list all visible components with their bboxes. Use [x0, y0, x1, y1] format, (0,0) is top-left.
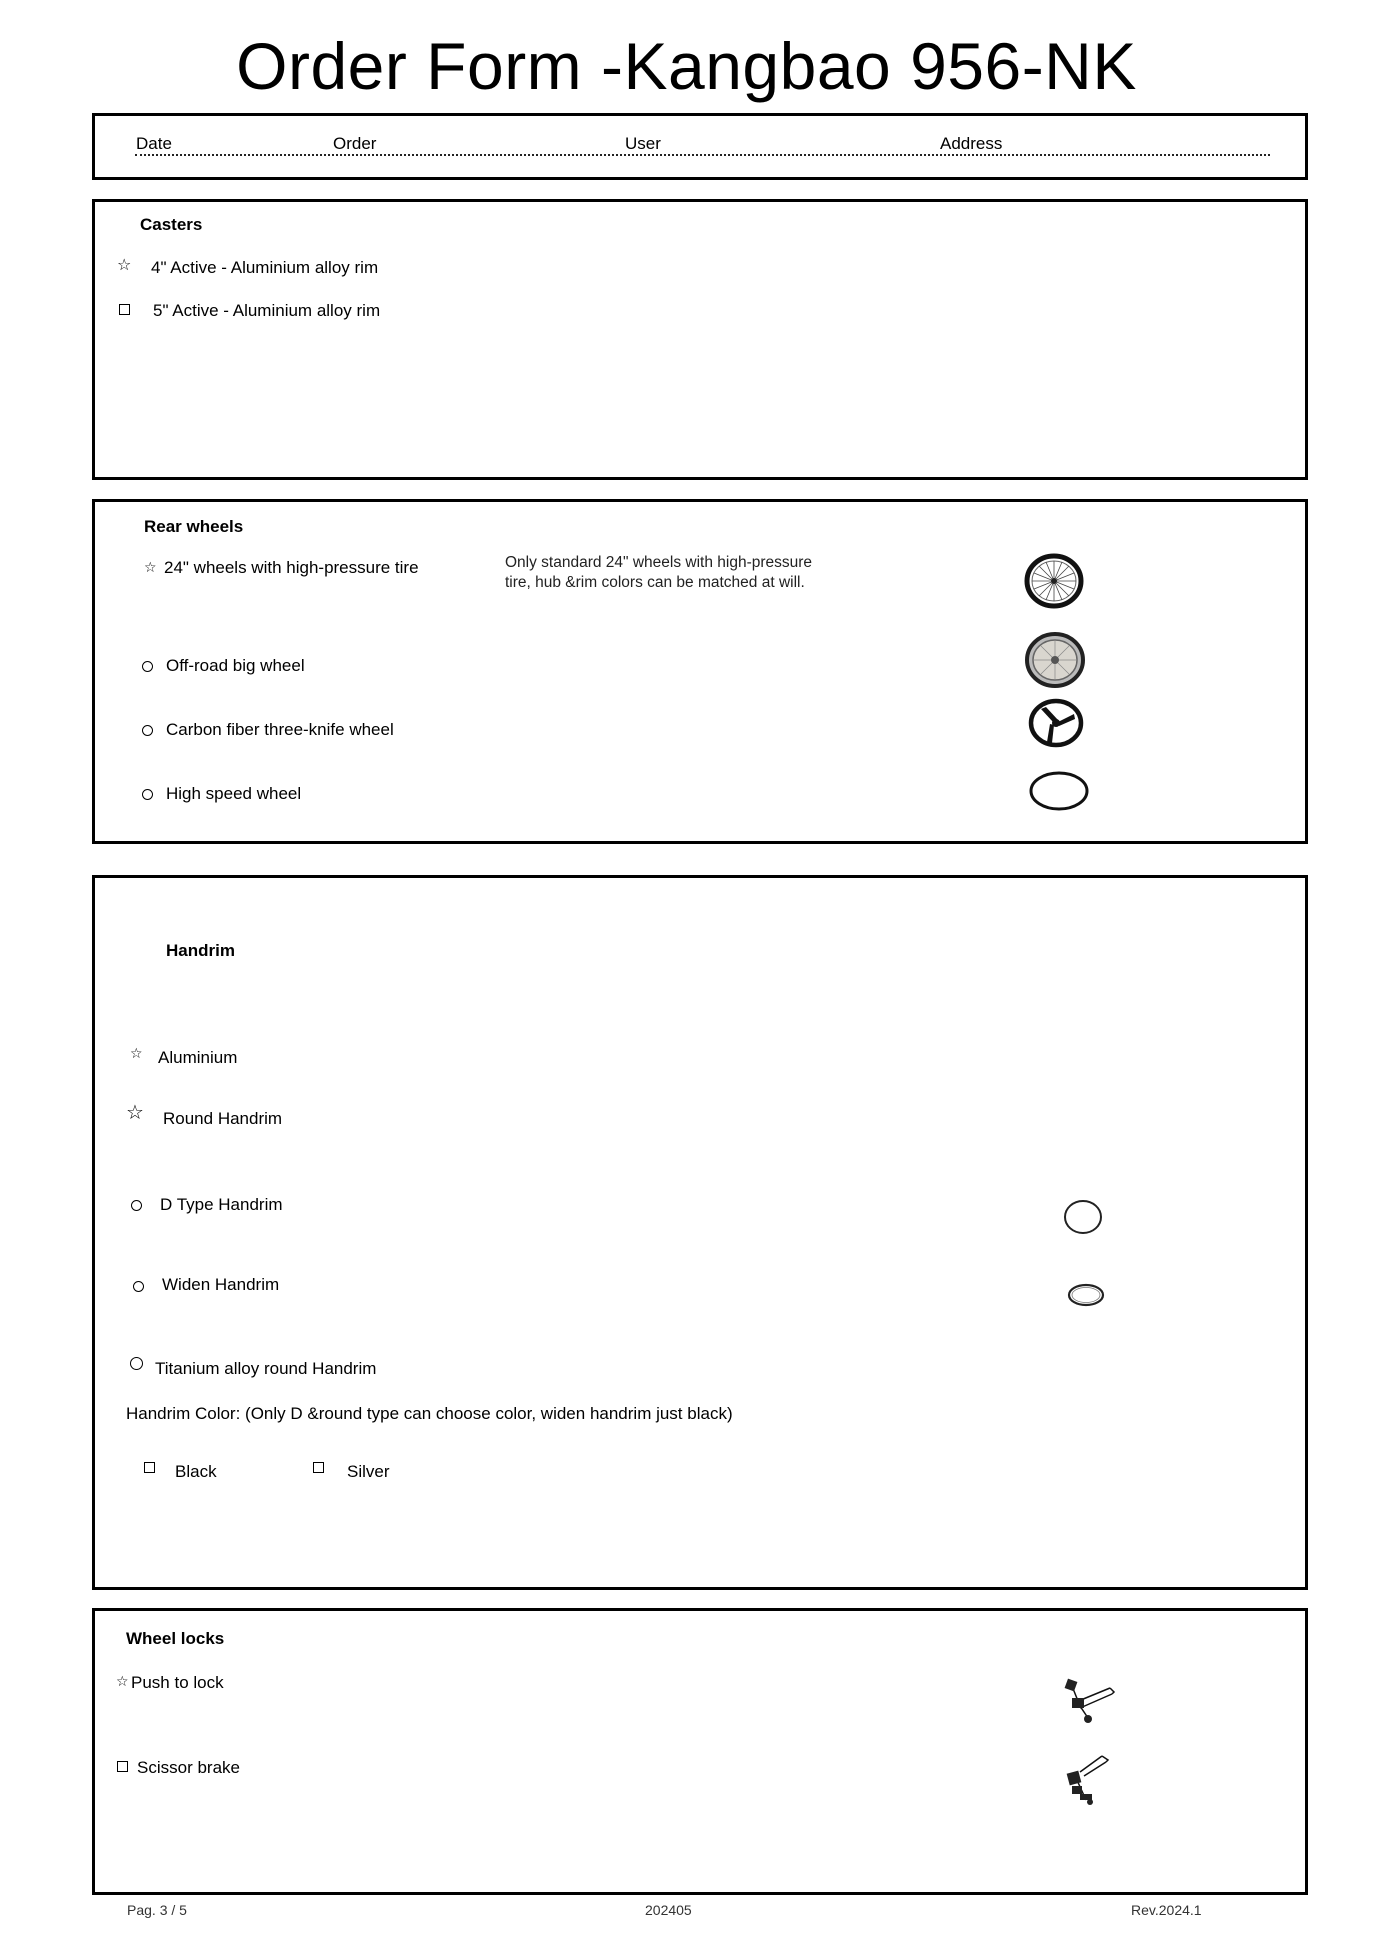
rear-wheels-note: [505, 553, 812, 593]
ring-wheel-icon: [1028, 770, 1090, 812]
square-checkbox[interactable]: [313, 1461, 324, 1477]
star-checkbox[interactable]: ☆: [126, 1102, 144, 1124]
star-checkbox[interactable]: ☆: [130, 1045, 143, 1061]
handrim-option-aluminium: Aluminium: [158, 1048, 238, 1067]
circle-checkbox[interactable]: [142, 788, 153, 804]
rear-option-carbon: Carbon fiber three-knife wheel: [166, 720, 394, 739]
document-code: 202405: [645, 1902, 692, 1918]
circle-checkbox[interactable]: [131, 1199, 142, 1215]
note-line-1: Only standard 24" wheels with high-pressure: [505, 554, 813, 571]
scissor-brake-icon: [1062, 1750, 1112, 1806]
three-spoke-wheel-icon: [1028, 698, 1084, 748]
offroad-wheel-icon: [1024, 631, 1086, 689]
circle-checkbox[interactable]: [142, 660, 153, 676]
push-lock-icon: [1058, 1672, 1116, 1728]
handrim-color-silver: Silver: [347, 1462, 390, 1481]
revision: Rev.2024.1: [1131, 1902, 1202, 1918]
rear-wheels-title: Rear wheels: [144, 517, 244, 536]
wheel-locks-title: Wheel locks: [126, 1629, 225, 1648]
handrim-title: Handrim: [166, 941, 235, 960]
square-checkbox[interactable]: [119, 303, 130, 319]
spoked-wheel-icon: [1024, 553, 1084, 609]
header-fill-line[interactable]: [135, 154, 1270, 156]
order-label: Order: [333, 134, 377, 153]
star-checkbox[interactable]: ☆: [116, 1673, 129, 1689]
wheel-locks-section: [92, 1608, 1308, 1895]
handrim-color-label: Handrim Color: (Only D &round type can choose color, widen handrim just black): [126, 1404, 733, 1423]
circle-checkbox[interactable]: [133, 1280, 144, 1296]
user-label: User: [625, 134, 661, 153]
caster-option-4in: 4" Active - Aluminium alloy rim: [151, 258, 379, 277]
note-line-2: tire, hub &rim colors can be matched at will.: [505, 574, 805, 591]
circle-checkbox[interactable]: [130, 1357, 143, 1374]
star-checkbox[interactable]: ☆: [144, 559, 157, 575]
address-label: Address: [940, 134, 1003, 153]
page-title: Order Form -Kangbao 956-NK: [236, 29, 1137, 103]
handrim-section: [92, 875, 1308, 1590]
widen-handrim-icon: [1066, 1283, 1106, 1307]
handrim-color-black: Black: [175, 1462, 217, 1481]
handrim-option-widen: Widen Handrim: [162, 1275, 280, 1294]
rear-option-highspeed: High speed wheel: [166, 784, 302, 803]
d-type-handrim-icon: [1062, 1198, 1104, 1236]
handrim-option-dtype: D Type Handrim: [160, 1195, 283, 1214]
date-label: Date: [136, 134, 172, 153]
lock-option-scissor: Scissor brake: [137, 1758, 240, 1777]
header-box: [92, 113, 1308, 180]
circle-checkbox[interactable]: [142, 724, 153, 740]
square-checkbox[interactable]: [117, 1760, 128, 1776]
handrim-option-round: Round Handrim: [163, 1109, 283, 1128]
rear-option-24in: 24" wheels with high-pressure tire: [164, 558, 419, 577]
casters-section: [92, 199, 1308, 480]
star-checkbox[interactable]: ☆: [117, 257, 132, 274]
rear-option-offroad: Off-road big wheel: [166, 656, 305, 675]
square-checkbox[interactable]: [144, 1461, 155, 1477]
casters-title: Casters: [140, 215, 203, 234]
page-number: Pag. 3 / 5: [127, 1902, 187, 1918]
lock-option-push: Push to lock: [131, 1673, 224, 1692]
caster-option-5in: 5" Active - Aluminium alloy rim: [153, 301, 381, 320]
handrim-option-titanium: Titanium alloy round Handrim: [155, 1359, 377, 1378]
